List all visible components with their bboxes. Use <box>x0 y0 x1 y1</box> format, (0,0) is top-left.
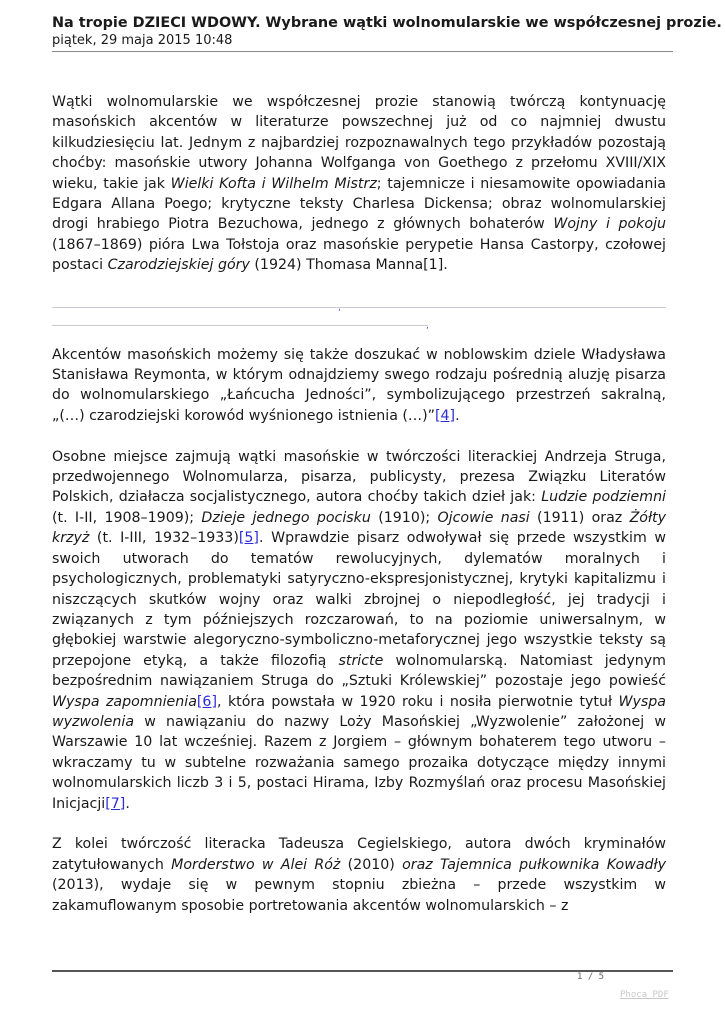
footnote-separator <box>52 290 666 345</box>
page-number: 1 / 5 <box>577 972 605 982</box>
text-span: , która powstała w 1920 roku i nosiła pierwotnie tytuł <box>217 693 619 710</box>
article-title: Na tropie DZIECI WDOWY. Wybrane wątki wolnomularskie we współczesnej prozie. <box>52 15 722 31</box>
footnote-link-5[interactable]: [5] <box>238 530 259 547</box>
text-span: (t. I-II, 1908–1909); <box>52 509 202 526</box>
italic-title: Wyspa wyzwolenia <box>52 693 666 730</box>
footnote-link-6[interactable]: [6] <box>196 693 217 710</box>
paragraph-3 <box>52 447 666 814</box>
italic-title: Morderstwo w Alei Róż <box>171 856 341 873</box>
separator-mark: , <box>338 302 341 313</box>
separator-line <box>52 307 666 308</box>
italic-title: Żółty krzyż <box>52 509 666 547</box>
separator-line <box>52 325 428 326</box>
separator-mark: , <box>426 320 429 331</box>
paragraph-4 <box>52 834 666 916</box>
article-body <box>52 92 666 916</box>
text-span: . <box>455 407 460 424</box>
text-span: Wątki wolnomularskie we współczesnej prozie stanowią twórczą kontynuację masońskich akcentów w literaturze powszechnej już od co najmniej dwustu kilkudziesięciu lat. Jednym z najbardziej rozpoznawalnych tego przykładów pozostają choćby: masońskie utwory Johanna Wolfganga von Goethego z przełomu XVIII/XIX wieku, takie jak <box>52 94 666 192</box>
page-header <box>52 14 722 49</box>
text-span: w nawiązaniu do nazwy Loży Masońskiej „Wyzwolenie” założonej w Warszawie 10 lat wcześniej. Razem z Jorgiem – głównym bohaterem tego utworu – wkraczamy tu w subtelne rozważania samego prozaika dotyczące między innymi wolnomularskich liczb 3 i 5, postaci Hirama, Izby Rozmyślań oraz procesu Masońskiej Inicjacji <box>52 713 666 812</box>
italic-title: Ojcowie nasi <box>437 509 530 526</box>
text-span: ; tajemnicze i niesamowite opowiadania Edgara Allana Poego; krytyczne teksty Charlesa Dickensa; obraz wolnomularskiej drogi hrabiego Piotra Bezuchowa, jednego z głównych bohaterów <box>52 175 666 233</box>
text-span: . <box>125 795 130 812</box>
footnote-link-4[interactable]: [4] <box>435 407 456 424</box>
italic-title: Ludzie podziemni <box>541 489 667 506</box>
text-span: (1910); <box>370 509 438 526</box>
text-span: Akcentów masońskich możemy się także doszukać w noblowskim dziele Władysława Stanisława Reymonta, w którym odnajdziemy swego rodzaju pośrednią aluzję pisarza do wolnomularskiego „Łańcucha Jedności”, symbolizującego przestrzeń sakralną, „(…) czarodziejski korowód wyśnionego istnienia (…)” <box>52 346 666 424</box>
italic-title: Czarodziejskiej góry <box>107 257 250 274</box>
paragraph-1 <box>52 92 666 276</box>
header-divider <box>52 51 673 52</box>
phoca-pdf-watermark[interactable]: Phoca PDF <box>620 990 669 1000</box>
italic-title: Dzieje jednego pocisku <box>201 509 371 526</box>
italic-title: Wielki Kofta i Wilhelm Mistrz <box>170 175 377 192</box>
text-span: wolnomularską. Natomiast jedynym bezpośrednim nawiązaniem Struga do „Sztuki Królewskiej” pozostaje jego powieść <box>52 652 666 690</box>
text-span: (2013), wydaje się w pewnym stopniu zbieżna – przede wszystkim w zakamuflowanym sposobie portretowania akcentów wolnomularskich – z <box>52 877 666 914</box>
text-span: (t. I-III, 1932–1933) <box>89 530 239 547</box>
text-span: (1867–1869) pióra Lwa Tołstoja oraz masońskie perypetie Hansa Castorpy, czołowej postaci <box>52 236 666 274</box>
text-span: . Wprawdzie pisarz odwoływał się przede wszystkim w swoich utworach do tematów rewolucyjnych, dylematów moralnych i psychologicznych, problematyki satyryczno-ekspresjonistycznej, krytyki kapitalizmu i niszczących skutków wojny oraz walki zbrojnej o niepodległość, jej tradycji i związanych z tym późniejszych rozczarowań, to na poziomie uniwersalnym, w głębokiej warstwie alegoryczno-symboliczno-metaforycznej jego wszystkie teksty są przepojone etyką, a także filozofią <box>52 530 666 669</box>
footnote-link-7[interactable]: [7] <box>105 795 126 812</box>
text-span: Z kolei twórczość literacka Tadeusza Cegielskiego, autora dwóch kryminałów zatytułowanych <box>52 836 666 873</box>
text-span: (2010) <box>340 856 403 873</box>
text-span: (1911) oraz <box>529 509 630 526</box>
paragraph-2 <box>52 345 666 427</box>
text-span: (1924) Thomasa Manna[1]. <box>249 257 448 274</box>
italic-term: stricte <box>338 652 384 669</box>
article-date: piątek, 29 maja 2015 10:48 <box>52 33 233 48</box>
italic-title: Wyspa zapomnienia <box>52 693 197 710</box>
italic-title: oraz Tajemnica pułkownika Kowadły <box>402 856 666 873</box>
italic-title: Wojny i pokoju <box>553 216 667 233</box>
text-span: Osobne miejsce zajmują wątki masońskie w twórczości literackiej Andrzeja Struga, przedwojennego Wolnomularza, pisarza, publicysty, prezesa Związku Literatów Polskich, działacza socjalistycznego, autora choćby takich dzieł jak: <box>52 448 666 506</box>
